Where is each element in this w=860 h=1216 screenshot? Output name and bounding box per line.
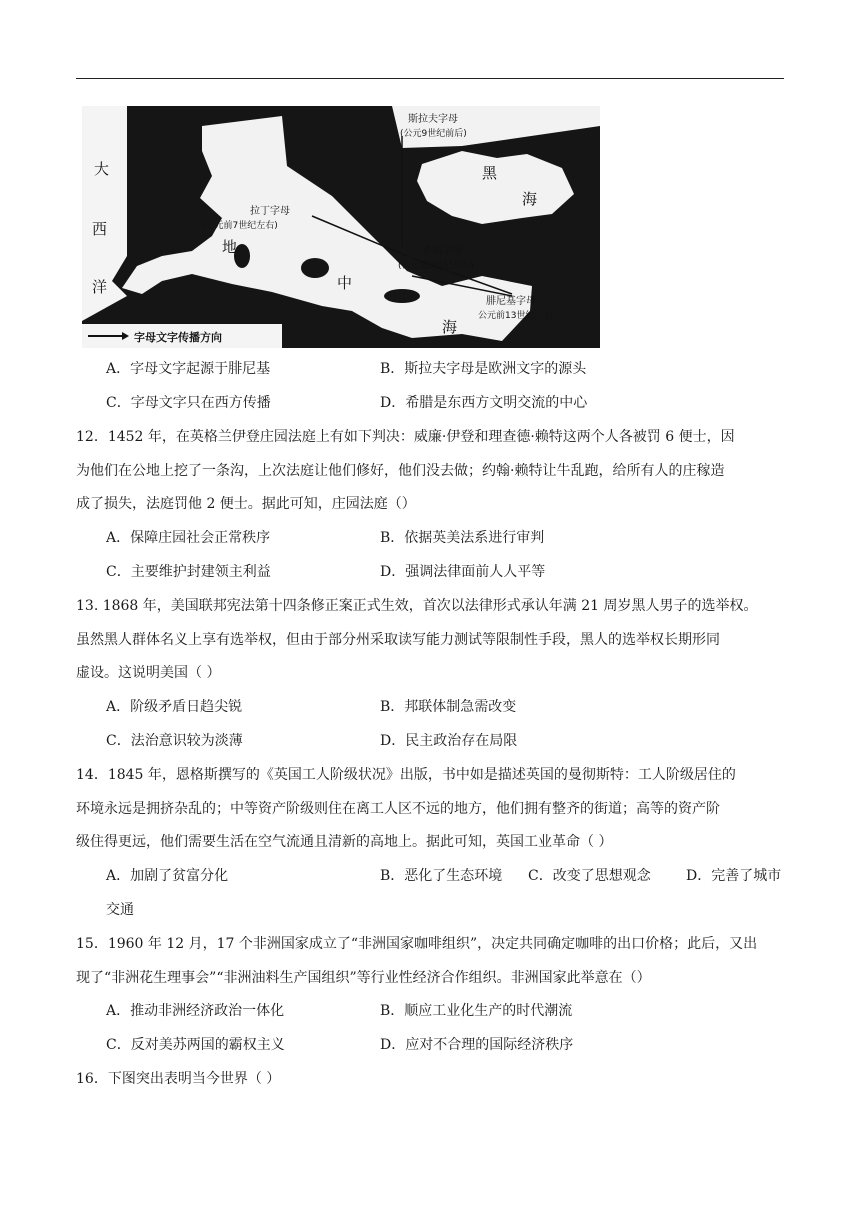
q13-option-d: D．民主政治存在局限 <box>380 733 518 749</box>
q12-stem-line-2: 为他们在公地上挖了一条沟，上次法庭让他们修好，他们没去做；约翰·赖特让牛乱跑，给所有人的庄稼造 <box>76 463 725 479</box>
alphabet-spread-map <box>82 106 600 348</box>
q14-option-c: C．改变了思想观念 <box>528 868 651 884</box>
map-label-hei: 黑 <box>482 164 498 182</box>
q13-option-b: B．邦联体制急需改变 <box>380 699 517 715</box>
q11-option-b: B．斯拉夫字母是欧洲文字的源头 <box>380 361 587 377</box>
map-label-slavic-date: (公元9世纪前后) <box>400 129 467 139</box>
q15-stem-line-1: 15．1960 年 12 月，17 个非洲国家成立了“非洲国家咖啡组织”，决定共同确定咖啡的出口价格；此后，又出 <box>76 936 758 952</box>
q13-stem-line-2: 虽然黑人群体名义上享有选举权，但由于部分州采取读写能力测试等限制性手段，黑人的选举权长期形同 <box>76 632 720 648</box>
q14-option-d: D．完善了城市 <box>686 868 782 884</box>
q14-option-a: A．加剧了贫富分化 <box>106 868 229 884</box>
q11-option-d: D．希腊是东西方文明交流的中心 <box>380 395 588 411</box>
q15-stem-line-2: 现了“非洲花生理事会”“非洲油料生产国组织”等行业性经济合作组织。非洲国家此举意在（） <box>76 970 651 986</box>
q15-option-d: D．应对不合理的国际经济秩序 <box>380 1037 574 1053</box>
q14-stem-line-3: 级住得更远，他们需要生活在空气流通且清新的高地上。据此可知，英国工业革命（ ） <box>76 834 613 850</box>
q11-option-c: C．字母文字只在西方传播 <box>106 395 271 411</box>
map-label-greek: 希腊字母 <box>422 246 462 257</box>
q13-option-a: A．阶级矛盾日趋尖锐 <box>106 699 243 715</box>
map-legend-text: 字母文字传播方向 <box>134 331 222 344</box>
q15-option-b: B．顺应工业化生产的时代潮流 <box>380 1003 573 1019</box>
q13-stem-line-3: 虚设。这说明美国（ ） <box>76 665 221 681</box>
map-label-slavic: 斯拉夫字母 <box>408 114 458 125</box>
q12-option-b: B．依据英美法系进行审判 <box>380 530 545 546</box>
q12-stem-line-1: 12．1452 年，在英格兰伊登庄园法庭上有如下判决：威廉·伊登和理查德·赖特这两个人各被罚 6 便士，因 <box>76 429 735 445</box>
map-label-xi: 西 <box>92 220 108 238</box>
q15-option-a: A．推动非洲经济政治一体化 <box>106 1003 285 1019</box>
map-label-phoenician: 腓尼基字母 <box>486 296 536 307</box>
q13-stem-line-1: 13. 1868 年，美国联邦宪法第十四条修正案正式生效，首次以法律形式承认年满 21 周岁黑人男子的选举权。 <box>76 598 758 614</box>
q14-option-b: B．恶化了生态环境 <box>380 868 503 884</box>
q15-option-c: C．反对美苏两国的霸权主义 <box>106 1037 285 1053</box>
map-label-med-hai: 海 <box>442 318 458 336</box>
map-label-zhong: 中 <box>337 274 353 292</box>
header-rule <box>76 78 784 79</box>
map-label-di: 地 <box>222 238 238 256</box>
q12-option-c: C．主要维护封建领主利益 <box>106 564 271 580</box>
q16-stem-line-1: 16．下图突出表明当今世界（ ） <box>76 1071 281 1087</box>
map-label-da: 大 <box>94 160 110 178</box>
q13-option-c: C．法治意识较为淡薄 <box>106 733 243 749</box>
map-label-phoenician-date: 公元前13世纪左右 <box>478 311 553 321</box>
map-label-latin-date: (公元前7世纪左右) <box>202 221 278 231</box>
q11-option-a: A．字母文字起源于腓尼基 <box>106 361 271 377</box>
map-label-greek-date: (公元前9世纪左右) <box>398 261 474 271</box>
map-label-latin: 拉丁字母 <box>250 206 290 217</box>
map-graphic <box>82 106 600 348</box>
q14-stem-line-1: 14．1845 年，恩格斯撰写的《英国工人阶级状况》出版，书中如是描述英国的曼彻斯特：工人阶级居住的 <box>76 767 736 783</box>
q12-option-d: D．强调法律面前人人平等 <box>380 564 546 580</box>
map-label-yang: 洋 <box>92 278 108 296</box>
q14-option-d-continued: 交通 <box>106 902 134 918</box>
q12-option-a: A．保障庄园社会正常秩序 <box>106 530 271 546</box>
map-label-black-sea-hai: 海 <box>522 190 538 208</box>
q12-stem-line-3: 成了损失，法庭罚他 2 便士。据此可知，庄园法庭（） <box>76 496 416 512</box>
q14-stem-line-2: 环境永远是拥挤杂乱的；中等资产阶级则住在离工人区不远的地方，他们拥有整齐的街道；高等的资产阶 <box>76 801 720 817</box>
